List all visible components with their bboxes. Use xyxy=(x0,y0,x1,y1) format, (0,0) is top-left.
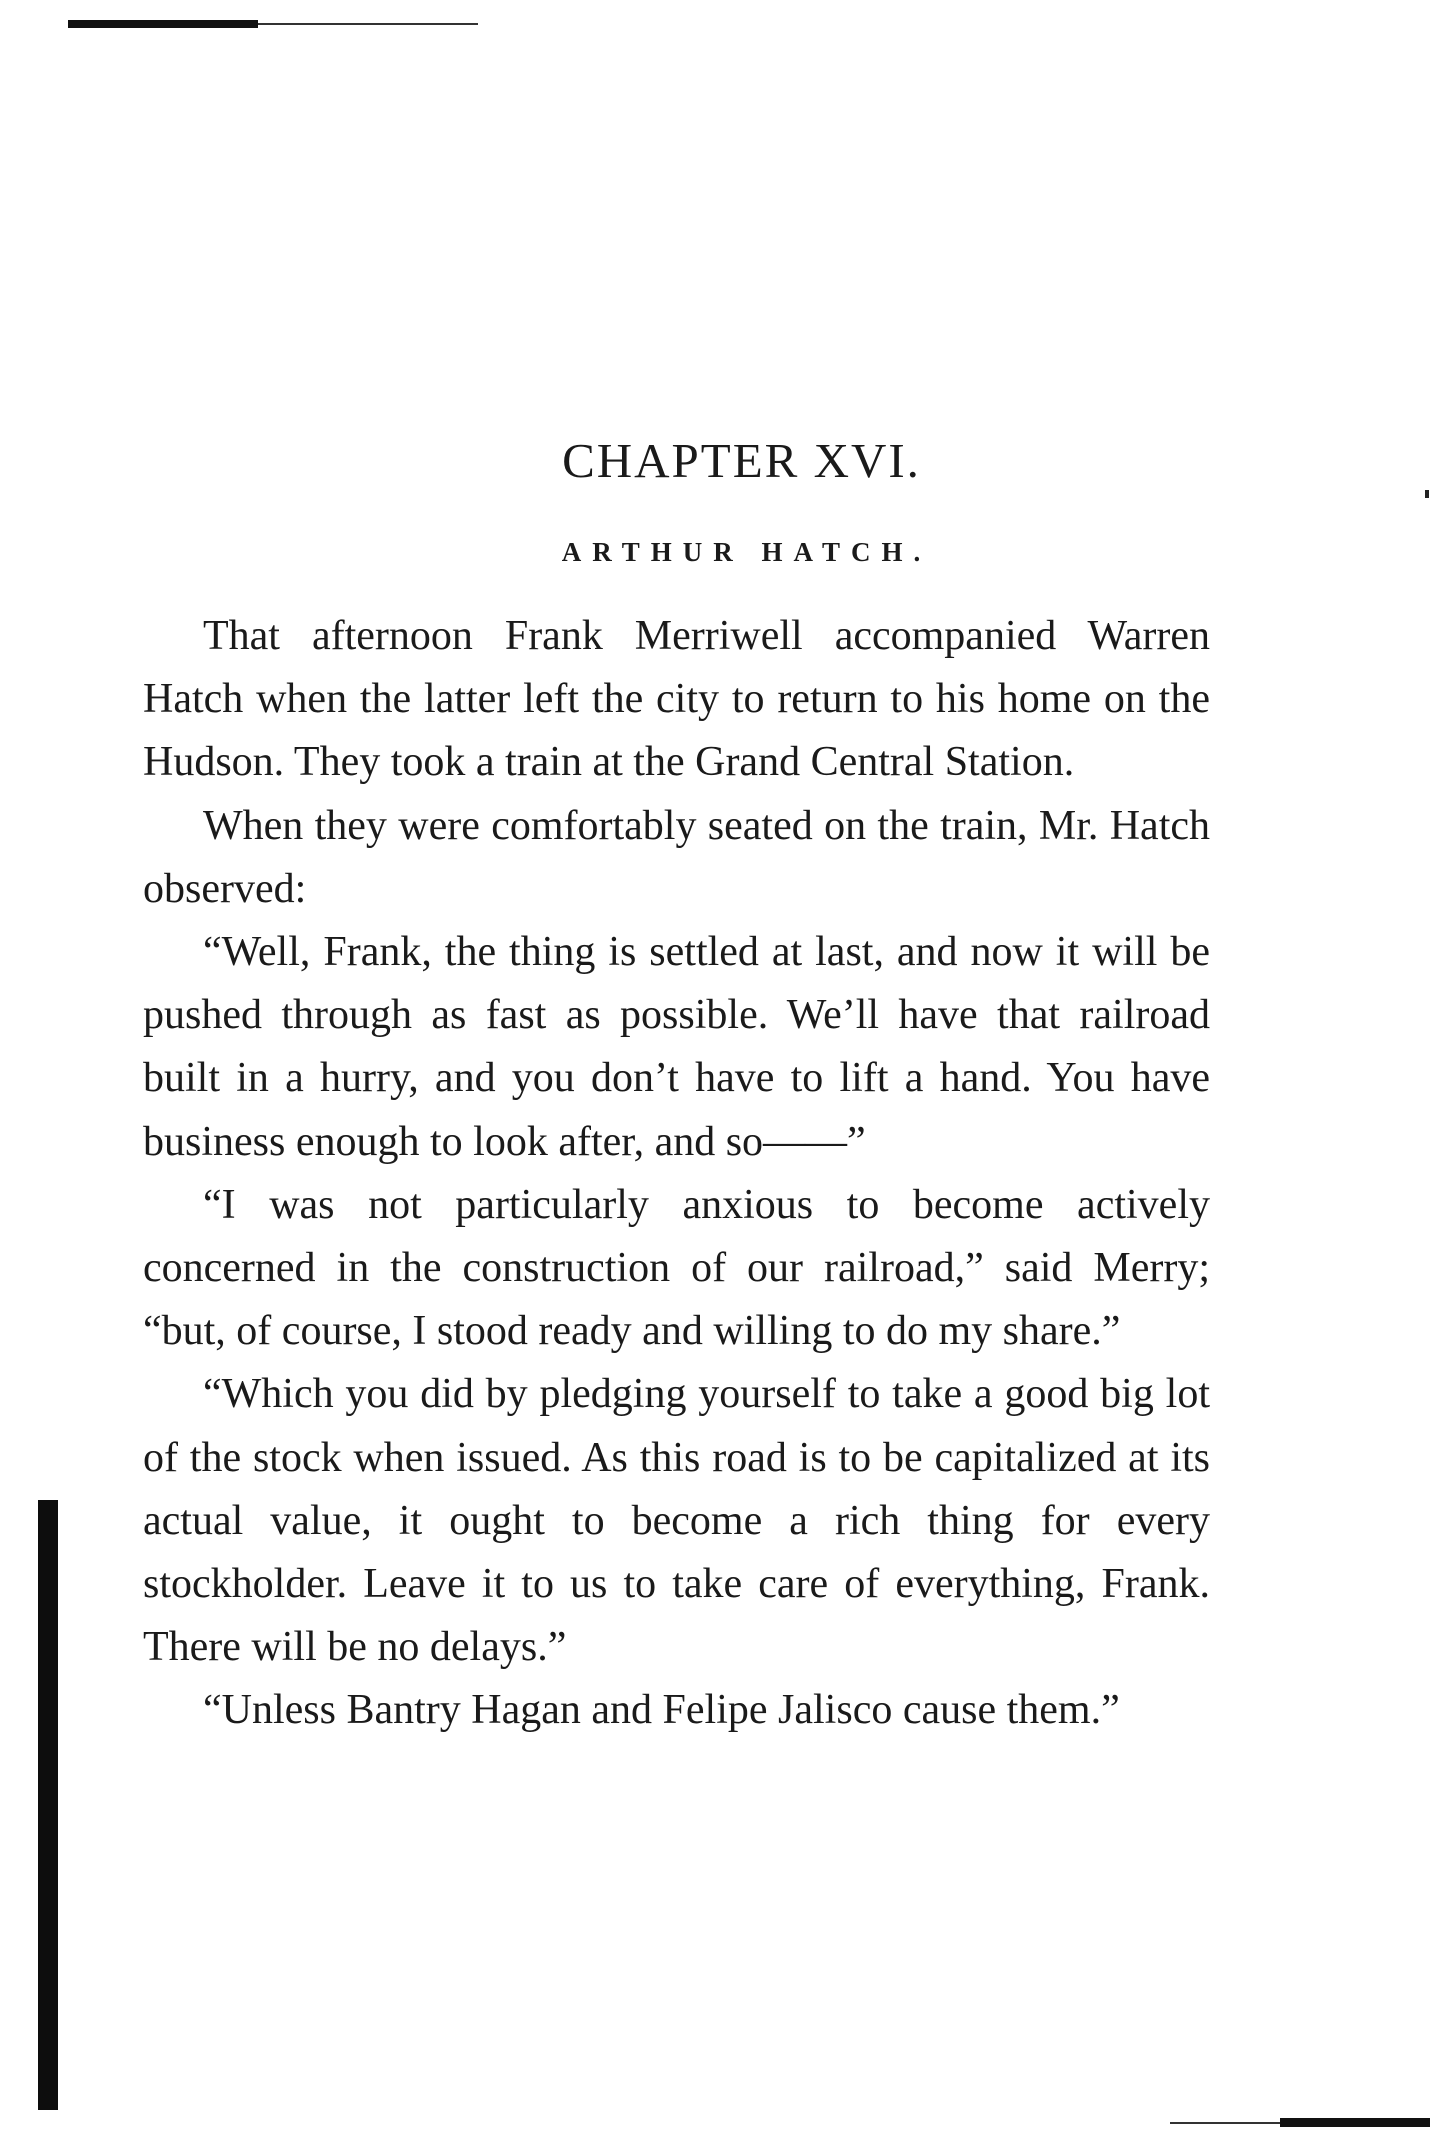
top-rule-thin xyxy=(258,23,478,25)
paragraph: “I was not particularly anxious to become actively concerned in the construction of our railroad,” said Merry; “but, of course, I stood ready and willing to do my share.” xyxy=(143,1181,1210,1355)
bottom-rule xyxy=(1170,2118,1430,2127)
bottom-rule-thin xyxy=(1170,2122,1280,2124)
scan-speck xyxy=(1425,490,1429,498)
chapter-title: CHAPTER XVI. xyxy=(562,433,921,488)
chapter-subtitle: ARTHUR HATCH. xyxy=(561,537,932,567)
margin-scan-bar xyxy=(38,1500,58,2110)
chapter-body xyxy=(143,605,1210,1743)
top-rule-thick xyxy=(68,20,258,28)
bottom-rule-thick xyxy=(1280,2118,1430,2127)
paragraph: When they were comfortably seated on the train, Mr. Hatch observed: xyxy=(143,802,1210,912)
top-rule xyxy=(68,20,478,28)
paragraph: “Well, Frank, the thing is settled at last, and now it will be pushed through as fast as possible. We’ll have that railroad built in a hurry, and you don’t have to lift a hand. You have business enough to look after, and so——” xyxy=(143,929,1210,1165)
paragraph: That afternoon Frank Merriwell accompanied Warren Hatch when the latter left the city to return to his home on the Hudson. They took a train at the Grand Central Station. xyxy=(143,613,1210,786)
paragraph: “Which you did by pledging yourself to take a good big lot of the stock when issued. As this road is to be capitalized at its actual value, it ought to become a rich thing for every stockholder. Leave it to us to take care of everything, Frank. There will be no delays.” xyxy=(143,1371,1210,1671)
paragraph: “Unless Bantry Hagan and Felipe Jalisco cause them.” xyxy=(203,1687,1120,1734)
